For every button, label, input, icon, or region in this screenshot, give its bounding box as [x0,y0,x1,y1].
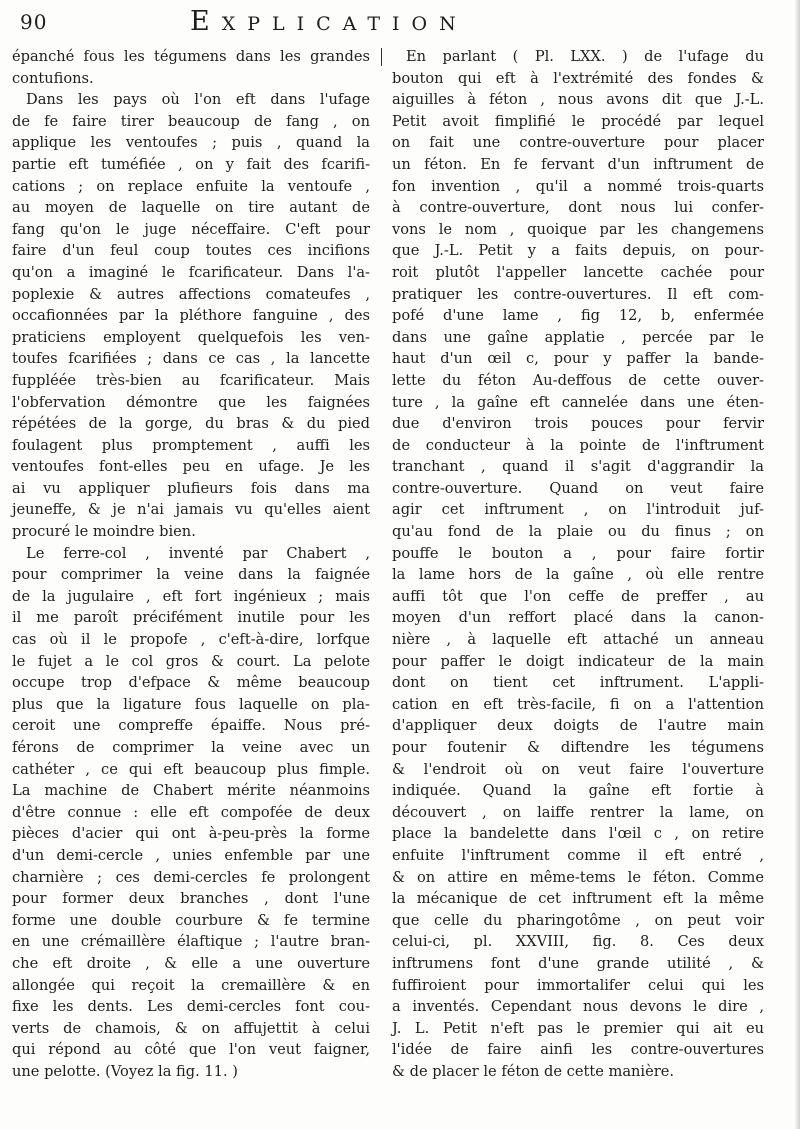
left-column-text-line: Le ferre-col , inventé par Chabert , [26,544,370,562]
right-column-text-line: lette du féton Au-deffous de cette ouver- [392,371,764,389]
left-column-text-line: pour former deux branches , dont l'une [12,890,370,908]
page-number: 90 [20,10,48,34]
left-column-text-line: foulagent plus promptement , auffi les [12,436,370,454]
right-column-text-line: que J.-L. Petit y a faits depuis, on pour- [392,242,764,260]
right-column-text-line: que celle du pharingotôme , on peut voir [392,911,764,929]
right-column-text-line: & de placer le féton de cette manière. [392,1062,674,1080]
left-column-text-line: férons de comprimer la veine avec un [12,739,370,756]
right-column-text-line: & l'endroit où on veut faire l'ouverture [392,760,764,778]
left-column-text-line: jeuneffe, & je n'ai jamais vu qu'elles aient [12,501,370,519]
right-column-text-line: roit plutôt l'appeller lancette cachée pour [392,263,764,281]
left-column-text-line: de la jugulaire , eft fort ingénieux ; mais [12,587,370,605]
left-column-text-line: faire d'un feul coup toutes ces incifions [12,242,370,260]
left-column-text-line: d'un demi-cercle , unies enfemble par une [12,846,370,864]
left-column-text-line: applique les ventoufes ; puis , quand la [12,134,370,152]
right-column-text-line: inftrumens font d'une grande utilité , & [392,954,764,972]
right-column-text-line: pratiquer les contre-ouvertures. Il eft com- [392,285,764,303]
left-column-text-line: procuré le moindre bien. [12,523,196,541]
left-column-text-line: le fujet a le col gros & court. La pelote [12,652,370,670]
right-column-text-line: contre-ouverture. Quand on veut faire [392,479,764,497]
left-column-text-line: cas où il le propofe , c'eft-à-dire, lorfque [12,631,370,649]
left-column-text-line: toufes fcarifiées ; dans ce cas , la lancette [12,350,370,368]
left-column-text-line: poplexie & autres affections comateufes , [12,285,370,303]
left-column-text-line: plus que la ligature fous laquelle on pla- [12,695,370,713]
right-column-text-line: aiguilles à féton , nous avons dit que J.-L. [392,91,764,109]
left-column-text-line: allongée qui reçoit la cremaillère & en [12,976,370,994]
right-column-text-line: & on attire en même-tems le féton. Comme [392,868,764,886]
right-column-text-line: l'idée de faire ainfi les contre-ouvertures [392,1041,764,1059]
left-column-text-line: une pelotte. (Voyez la fig. 11. ) [12,1062,238,1080]
right-column-text-line: En parlant ( Pl. LXX. ) de l'ufage du [406,48,764,65]
left-column-text-line: forme une double courbure & fe termine [12,911,370,929]
right-column-text-line: a inventés. Cependant nous devons le dire , [392,998,764,1016]
left-column-text-line: en une crémaillère élaftique ; l'autre bran- [12,933,370,951]
right-column-text-line: fon invention , qu'il a nommé trois-quarts [392,177,764,195]
right-column-text-line: Petit avoit fimplifié le procédé par lequel [392,112,764,130]
right-column-text-line: pofé d'une lame , fig 12, b, enfermée [392,307,764,325]
left-column-text-line: charnière ; ces demi-cercles fe prolongent [12,868,370,886]
left-column-text-line: verts de chamois, & on affujettit à celui [12,1019,370,1037]
right-column-text-line: qu'au fond de la plaie ou du finus ; on [392,523,764,541]
right-column-text-line: un féton. En fe fervant d'un inftrument de [392,155,764,173]
left-column-text-line: praticiens employent quelquefois les ven- [12,328,370,346]
left-column-text-line: l'obfervation démontre que les faignées [12,393,370,411]
right-column-text-line: due d'environ trois pouces pour fervir [392,415,764,433]
left-column-text-line: occupe trop d'efpace & même beaucoup [12,674,370,692]
left-column-text-line: contufions. [12,69,94,87]
left-column-text-line: de fe faire tirer beaucoup de fang , on [12,112,370,130]
right-column-text-line: ture , la gaîne eft cannelée dans une éten- [392,393,764,411]
right-column-text-line: bouton qui eft à l'extrémité des fondes & [392,69,764,87]
right-column-text-line: auffi tôt que l'on ceffe de preffer , au [392,587,764,605]
left-column-text-line: pièces d'acier qui ont à-peu-près la forme [12,825,370,843]
right-column-text-line: la mécanique de cet inftrument eft la même [392,890,764,908]
right-column-text-line: d'appliquer deux doigts de l'autre main [392,717,764,735]
right-column-text-line: vons le nom , quoique par les changemens [392,220,764,238]
right-column-text-line: dont on tient cet inftrument. L'appli- [392,674,764,692]
left-column-text-line: Dans les pays où l'on eft dans l'ufage [26,91,370,109]
left-column-text-line: occafionnées par la pléthore fanguine , des [12,307,370,325]
left-column-text-line: répétées de la gorge, du bras & du pied [12,415,370,433]
right-column-text-line: fuffiroient pour immortalifer celui qui les [392,976,764,994]
right-column-text-line: on fait une contre-ouverture pour placer [392,134,764,152]
right-column-text-line: la lame hors de la gaîne , où elle rentre [392,566,764,584]
right-column-text-line: pour foutenir & diftendre les tégumens [392,739,764,756]
right-column-text-line: place la bandelette dans l'œil c , on retire [392,825,764,843]
right-column-text-line: J. L. Petit n'eft pas le premier qui ait eu [392,1019,764,1037]
left-column-text-line: fixe les dents. Les demi-cercles font cou- [12,998,370,1016]
right-column-text-line: dans une gaîne applatie , percée par le [392,328,764,346]
left-column-text-line: ceroit une compreffe épaiffe. Nous pré- [12,717,370,735]
right-column-text-line: celui-ci, pl. XXVIII, fig. 8. Ces deux [392,933,764,951]
left-column-text-line: cations ; on replace enfuite la ventoufe , [12,177,370,195]
left-column-text-line: fang qu'on le juge néceffaire. C'eft pour [12,220,370,238]
left-column-text-line: au moyen de laquelle on tire autant de [12,199,370,217]
right-column-text-line: moyen d'un reffort placé dans la canon- [392,609,764,627]
column-divider [381,48,382,66]
right-column-text-line: haut d'un œil c, pour y paffer la bande- [392,350,764,368]
right-column-text-line: de conducteur à la pointe de l'inftrument [392,436,764,454]
left-column-text-line: che eft droite , & elle a une ouverture [12,954,370,972]
right-column-text-line: indiquée. Quand la gaîne eft fortie à [392,782,764,800]
right-column-text-line: agir cet inftrument , on l'introduit juf- [392,501,764,519]
right-column [392,46,764,1083]
right-column-text-line: pour paffer le doigt indicateur de la main [392,652,764,670]
right-column-text-line: pouffe le bouton a , pour faire fortir [392,544,764,562]
left-column-text-line: fuppléée très-bien au fcarificateur. Mais [12,371,370,389]
right-column-text-line: à contre-ouverture, dont nous lui confer- [392,199,764,217]
right-column-text-line: cation en eft très-facile, fi on a l'attention [392,695,764,713]
left-column-text-line: épanché fous les tégumens dans les grandes [12,48,370,65]
right-column-text-line: nière , à laquelle eft attaché un anneau [392,631,764,649]
left-column-text-line: ventoufes font-elles peu en ufage. Je les [12,458,370,476]
right-column-text-line: découvert , on laiffe rentrer la lame, on [392,803,764,821]
left-column [12,46,370,1083]
left-column-text-line: ai vu appliquer plufieurs fois dans ma [12,479,370,497]
page-edge-shadow [794,0,800,1129]
left-column-text-line: qui répond au côté que l'on veut faigner, [12,1041,370,1059]
left-column-text-line: qu'on a imaginé le fcarificateur. Dans l'a- [12,263,370,281]
page-header [14,6,774,46]
left-column-text-line: partie eft tuméfiée , on y fait des fcarifi- [12,155,370,173]
left-column-text-line: La machine de Chabert mérite néanmoins [12,782,370,800]
left-column-text-line: cathéter , ce qui eft beaucoup plus fimple. [12,760,370,778]
left-column-text-line: pour comprimer la veine dans la faignée [12,566,370,584]
left-column-text-line: il me paroît précifément inutile pour les [12,609,370,627]
left-column-text-line: d'être connue : elle eft compofée de deux [12,803,370,821]
right-column-text-line: tranchant , quand il s'agit d'aggrandir la [392,458,764,476]
running-head: Explication [190,6,468,37]
right-column-text-line: enfuite l'inftrument comme il eft entré , [392,846,764,864]
